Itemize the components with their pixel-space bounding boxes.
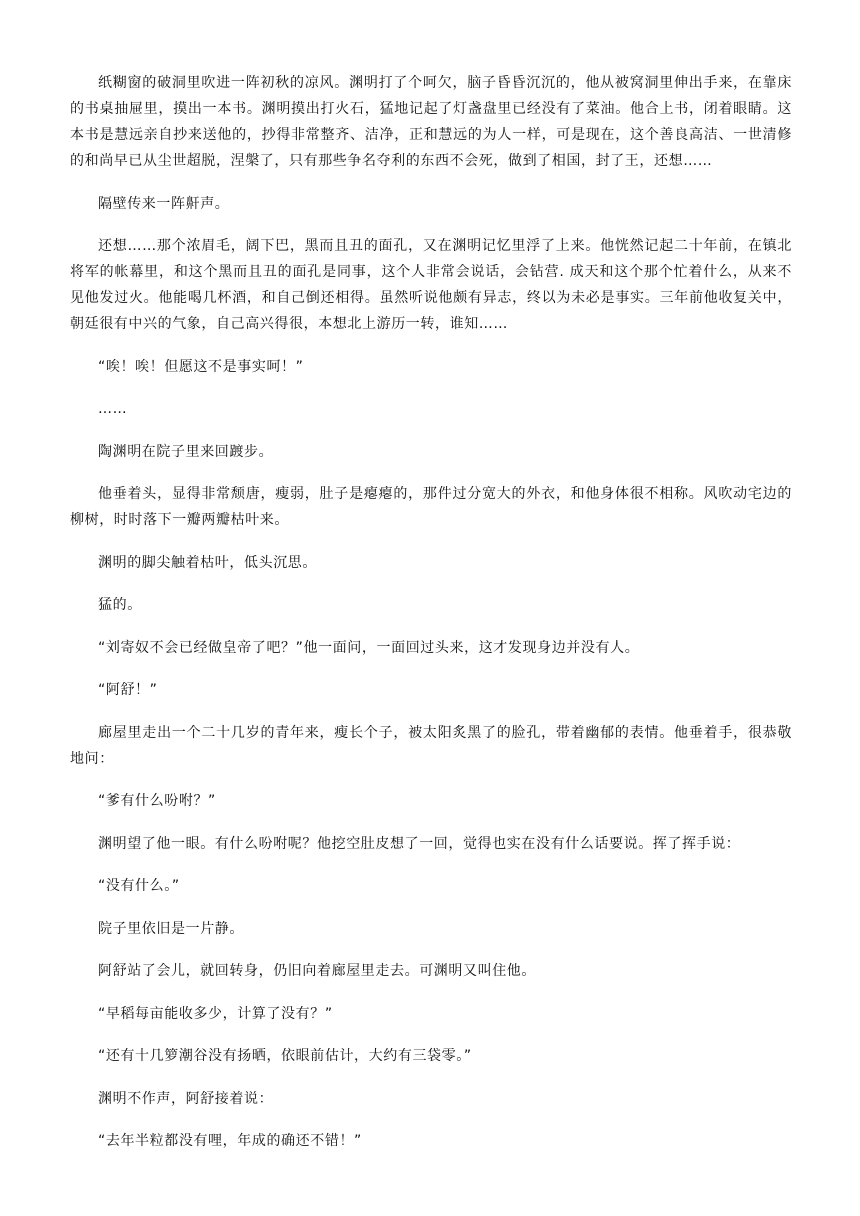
paragraph: 他垂着头，显得非常颓唐，瘦弱，肚子是瘪瘪的，那件过分宽大的外衣，和他身体很不相称。风吹动宅边的柳树，时时落下一瓣两瓣枯叶来。	[70, 486, 792, 528]
paragraph: 还想……那个浓眉毛，阔下巴，黑而且丑的面孔，又在渊明记忆里浮了上来。他恍然记起二十年前，在镇北将军的帐幕里，和这个黑而且丑的面孔是同事，这个人非常会说话，会钻营. 成天和这个那个忙着什么，从来不见他发过火。他能喝几杯酒，和自己倒还相得。虽然听说他颇有异志，终以为未必是事实。三年前他收复关中，朝廷很有中兴的气象，自己高兴得很，本想北上游历一转，谁知……	[70, 238, 792, 332]
paragraph: “没有什么。”	[98, 878, 180, 894]
paragraph: 阿舒站了会儿，就回转身，仍旧向着廊屋里走去。可渊明又叫住他。	[98, 963, 536, 979]
paragraph: 廊屋里走出一个二十几岁的青年来，瘦长个子，被太阳炙黑了的脸孔，带着幽郁的表情。他垂着手，很恭敬地问：	[70, 724, 792, 767]
paragraph: 渊明望了他一眼。有什么吩咐呢？他挖空肚皮想了一回，觉得也实在没有什么话要说。挥了挥手说：	[98, 835, 741, 852]
paragraph: 猛的。	[98, 597, 142, 613]
paragraph: “唉！唉！但愿这不是事实呵！”	[98, 358, 304, 375]
paragraph: “早稻每亩能收多少，计算了没有？”	[98, 1005, 333, 1022]
paragraph: “刘寄奴不会已经做皇帝了吧？”他一面问，一面回过头来，这才发现身边并没有人。	[98, 639, 640, 656]
paragraph: ……	[98, 401, 128, 417]
paragraph: 隔壁传来一阵鼾声。	[98, 195, 230, 212]
paragraph: “爹有什么吩咐？”	[98, 793, 216, 809]
paragraph: 渊明不作声，阿舒接着说：	[98, 1090, 274, 1107]
document-body	[70, 70, 792, 1171]
paragraph: “去年半粒都没有哩，年成的确还不错！”	[98, 1133, 362, 1149]
paragraph: 陶渊明在院子里来回踱步。	[98, 443, 274, 460]
paragraph: “还有十几箩潮谷没有扬晒，依眼前估计，大约有三袋零。”	[98, 1048, 472, 1064]
paragraph: 院子里依旧是一片静。	[98, 920, 244, 937]
paragraph: “阿舒！”	[98, 682, 158, 698]
paragraph: 纸糊窗的破洞里吹进一阵初秋的凉风。渊明打了个呵欠，脑子昏昏沉沉的，他从被窝洞里伸出手来，在靠床的书桌抽屉里，摸出一本书。渊明摸出打火石，猛地记起了灯盏盘里已经没有了菜油。他合上书，闭着眼睛。这本书是慧远亲自抄来送他的，抄得非常整齐、洁净，正和慧远的为人一样，可是现在，这个善良高洁、一世清修的和尚早已从尘世超脱，涅槃了，只有那些争名夺利的东西不会死，做到了相国，封了王，还想……	[70, 75, 792, 169]
paragraph: 渊明的脚尖触着枯叶，低头沉思。	[98, 554, 317, 571]
